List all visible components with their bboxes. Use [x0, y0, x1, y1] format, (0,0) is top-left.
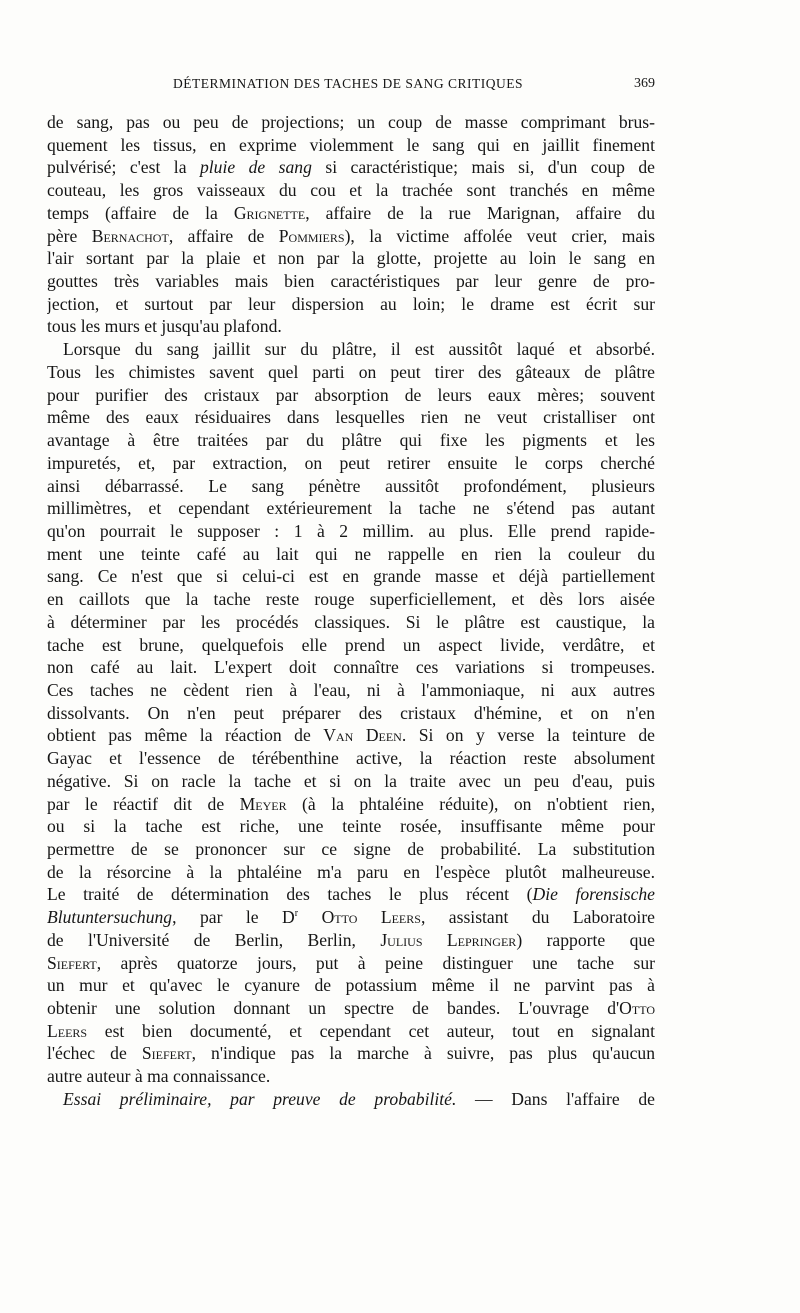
text-line [47, 543, 655, 566]
text-line [47, 293, 655, 316]
line-text: millimètres, et cependant extérieurement la tache ne s'étend pas autant [47, 498, 655, 519]
small-caps-name: Siefert [47, 952, 97, 973]
text-line [47, 1065, 655, 1088]
line-text: couteau, les gros vaisseaux du cou et la trachée sont tranchés en même [47, 180, 655, 201]
text-line [47, 247, 655, 270]
text-line [47, 475, 655, 498]
body-text [47, 111, 655, 1111]
line-text: Gayac et l'essence de térébenthine active, la réaction reste absolument [47, 748, 655, 769]
text-line [47, 861, 655, 884]
line-text: ment une teinte café au lait qui ne rappelle en rien la couleur du [47, 543, 655, 564]
line-text: . Si on y verse la teinture de [401, 725, 655, 746]
line-text: tache est brune, quelquefois elle prend un aspect livide, verdâtre, et [47, 634, 655, 655]
text-line [47, 384, 655, 407]
line-text: ou si la tache est riche, une teinte rosée, insuffisante même pour [47, 816, 655, 837]
text-line [47, 634, 655, 657]
text-line [47, 225, 655, 248]
line-text: (à la phtaléine réduite), on n'obtient rien, [286, 793, 655, 814]
text-line [47, 883, 655, 906]
line-text: ) rapporte que [516, 929, 655, 950]
line-text: gouttes très variables mais bien caractéristiques par leur genre de pro- [47, 271, 655, 292]
line-text: en caillots que la tache reste rouge superficiellement, et dès lors aisée [47, 589, 655, 610]
line-text: est bien documenté, et cependant cet auteur, tout en signalant [87, 1020, 655, 1041]
line-text: quement les tissus, en exprime violemment le sang qui en jaillit finement [47, 134, 655, 155]
italic-text: Blutuntersuchung [47, 907, 173, 928]
text-line [47, 770, 655, 793]
text-line [47, 497, 655, 520]
line-text: Ces taches ne cèdent rien à l'eau, ni à l'ammoniaque, ni aux autres [47, 679, 655, 700]
text-line [47, 429, 655, 452]
superscript: r [294, 908, 299, 920]
line-text: sang. Ce n'est que si celui-ci est en grande masse et déjà partiellement [47, 566, 655, 587]
line-text: l'échec de [47, 1043, 142, 1064]
small-caps-name: Van Deen [323, 725, 402, 746]
line-text: non café au lait. L'expert doit connaître ces variations si trompeuses. [47, 657, 655, 678]
line-text: , affaire de [168, 225, 279, 246]
running-header [47, 76, 655, 100]
text-line [47, 1088, 655, 1111]
text-line [47, 315, 655, 338]
text-line [47, 1020, 655, 1043]
text-line [47, 747, 655, 770]
text-line [47, 406, 655, 429]
text-line [47, 611, 655, 634]
text-line [47, 270, 655, 293]
line-text: dissolvants. On n'en peut préparer des cristaux d'hémine, et on n'en [47, 702, 655, 723]
text-line [47, 452, 655, 475]
running-title: DÉTERMINATION DES TACHES DE SANG CRITIQUES [173, 76, 524, 91]
line-text: Lorsque du sang jaillit sur du plâtre, il est aussitôt laqué et absorbé. [63, 339, 655, 360]
line-text: , assistant du Laboratoire [420, 907, 655, 928]
line-text: pour purifier des cristaux par absorption de leurs eaux mères; souvent [47, 384, 655, 405]
text-line [47, 588, 655, 611]
text-line [47, 724, 655, 747]
small-caps-name: Meyer [239, 793, 287, 814]
text-line [47, 361, 655, 384]
text-line [47, 838, 655, 861]
line-text: ainsi débarrassé. Le sang pénètre aussitôt profondément, plusieurs [47, 475, 655, 496]
line-text: Le traité de détermination des taches le plus récent ( [47, 884, 533, 905]
small-caps-name: Pommiers [278, 225, 345, 246]
small-caps-name: Siefert [141, 1043, 192, 1064]
text-line [47, 202, 655, 225]
small-caps-name: Grignette [233, 202, 306, 223]
line-text: négative. Si on racle la tache et si on la traite avec un peu d'eau, puis [47, 770, 655, 791]
line-text: impuretés, et, par extraction, on peut retirer ensuite le corps cherché [47, 452, 655, 473]
line-text: à déterminer par les procédés classiques. Si le plâtre est caustique, la [47, 611, 655, 632]
italic-text: Die forensische [532, 884, 655, 905]
text-line [47, 656, 655, 679]
text-line [47, 520, 655, 543]
text-line [47, 929, 655, 952]
line-text: un mur et qu'avec le cyanure de potassium même il ne parvint pas à [47, 975, 655, 996]
line-text: même des eaux résiduaires dans lesquelles rien ne veut cristalliser ont [47, 407, 655, 428]
text-line [47, 997, 655, 1020]
line-text: père [47, 225, 92, 246]
line-text: autre auteur à ma connaissance. [47, 1066, 271, 1087]
text-line [47, 134, 655, 157]
small-caps-name: Leers [47, 1020, 88, 1041]
line-text: tous les murs et jusqu'au plafond. [47, 316, 282, 337]
line-text: , n'indique pas la marche à suivre, pas plus qu'aucun [191, 1043, 655, 1064]
text-line [47, 565, 655, 588]
line-text: par le réactif dit de [47, 793, 240, 814]
text-line [47, 111, 655, 134]
line-text: si caractéristique; mais si, d'un coup de [311, 157, 655, 178]
text-line [47, 815, 655, 838]
line-text: pulvérisé; c'est la [47, 157, 200, 178]
italic-text: pluie de sang [199, 157, 312, 178]
line-text: de sang, pas ou peu de projections; un coup de masse comprimant brus- [47, 112, 655, 132]
line-text: ), la victime affolée veut crier, mais [344, 225, 655, 246]
line-text: obtenir une solution donnant un spectre de bandes. L'ouvrage d' [47, 998, 620, 1019]
line-text: , par le D [172, 907, 295, 928]
text-line [47, 156, 655, 179]
text-line [47, 338, 655, 361]
text-line [47, 952, 655, 975]
small-caps-name: Otto [619, 998, 655, 1019]
text-line [47, 679, 655, 702]
small-caps-name: Otto Leers [298, 907, 421, 928]
small-caps-name: Bernachot [91, 225, 169, 246]
line-text: jection, et surtout par leur dispersion au loin; le drame est écrit sur [47, 293, 655, 314]
page-number: 369 [634, 76, 655, 91]
italic-text: Essai préliminaire, par preuve de probabilité. [63, 1088, 457, 1109]
line-text: — Dans l'affaire de [456, 1088, 655, 1109]
line-text: l'air sortant par la plaie et non par la glotte, projette au loin le sang en [47, 248, 655, 269]
line-text: qu'on pourrait le supposer : 1 à 2 millim. au plus. Elle prend rapide- [47, 520, 655, 541]
text-line [47, 179, 655, 202]
line-text: avantage à être traitées par du plâtre qui fixe les pigments et les [47, 430, 655, 451]
text-line [47, 906, 655, 929]
line-text: Tous les chimistes savent quel parti on peut tirer des gâteaux de plâtre [47, 361, 655, 382]
line-text: temps (affaire de la [47, 202, 234, 223]
text-line [47, 793, 655, 816]
text-line [47, 1042, 655, 1065]
line-text: obtient pas même la réaction de [47, 725, 324, 746]
line-text: , affaire de la rue Marignan, affaire du [305, 202, 655, 223]
line-text: de la résorcine à la phtaléine m'a paru en l'espèce plutôt malheureuse. [47, 861, 655, 882]
line-text: , après quatorze jours, put à peine distinguer une tache sur [96, 952, 655, 973]
line-text: permettre de se prononcer sur ce signe de probabilité. La substitution [47, 839, 655, 859]
small-caps-name: Julius Lepringer [380, 929, 517, 950]
text-line [47, 974, 655, 997]
text-line [47, 702, 655, 725]
line-text: de l'Université de Berlin, Berlin, [47, 929, 381, 950]
